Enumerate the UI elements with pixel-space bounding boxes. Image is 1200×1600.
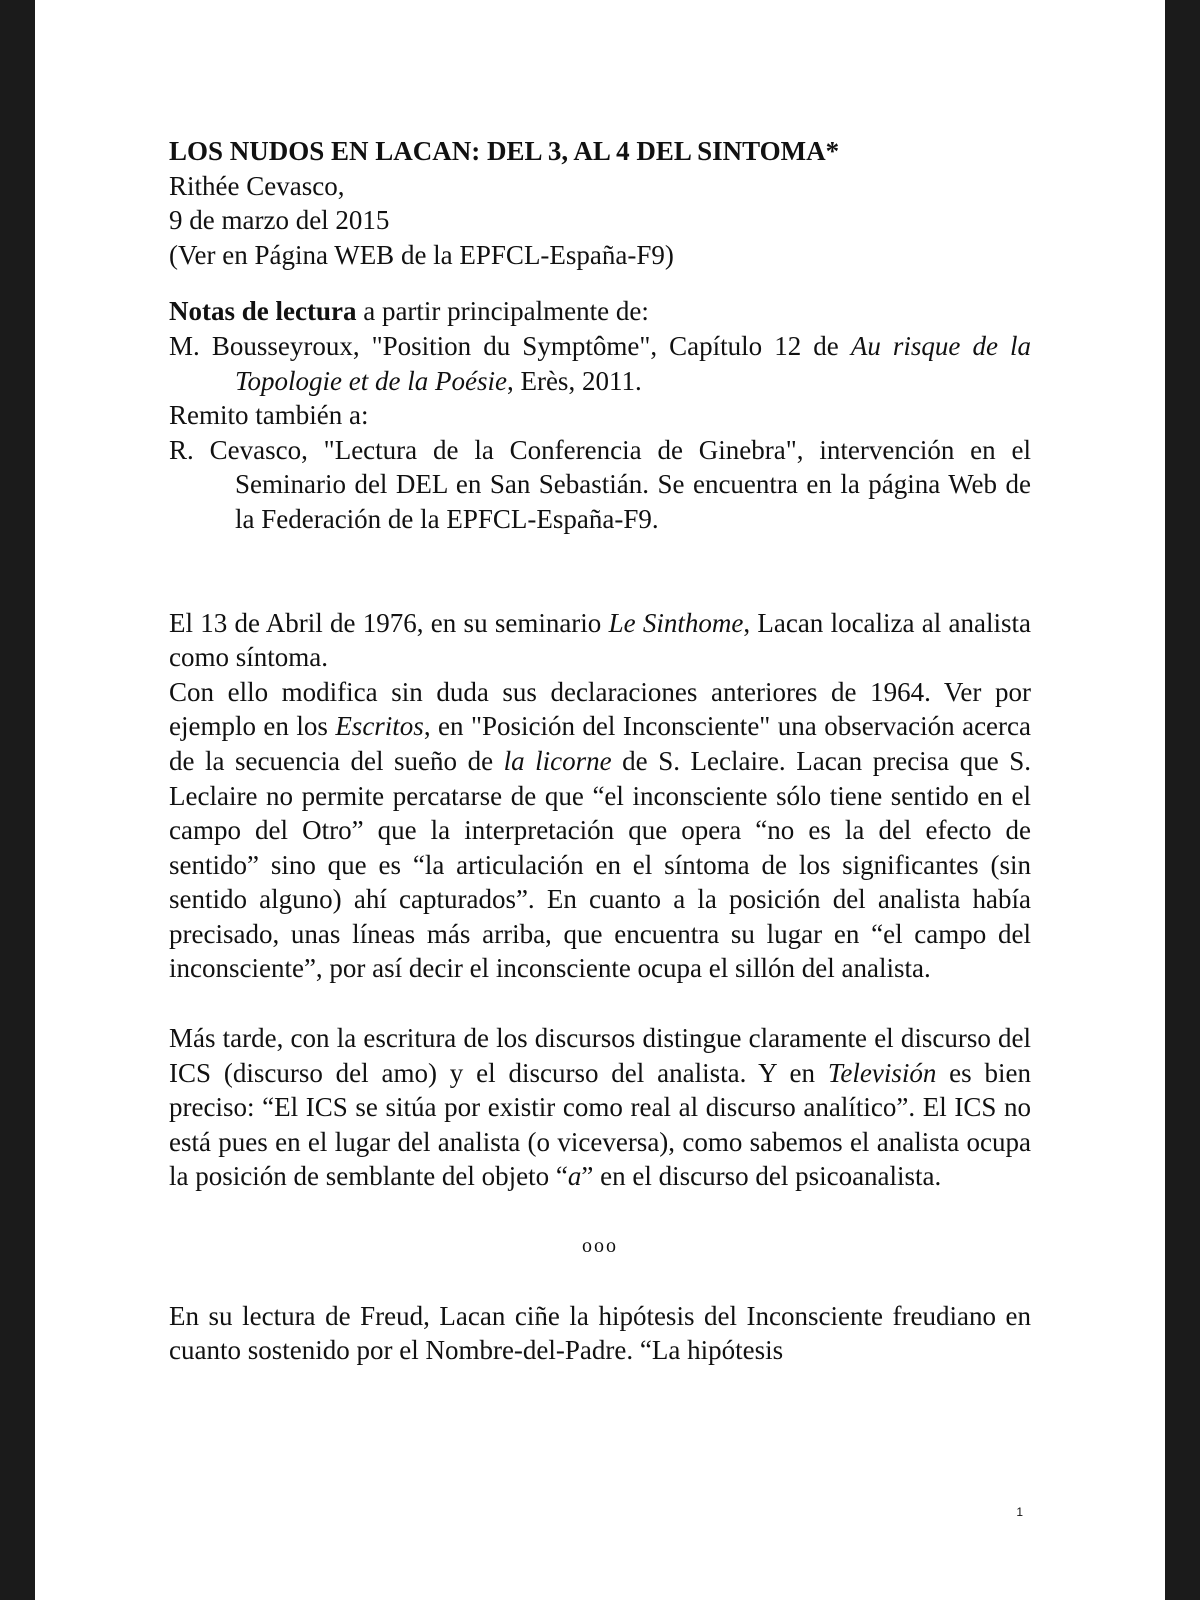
paragraph-2 — [169, 675, 1031, 986]
spacer — [169, 1264, 1031, 1299]
paragraph-3 — [169, 1021, 1031, 1194]
p2-text-c: de S. Leclaire. Lacan precisa que S. Leclaire no permite percatarse de que “el inconsciente sólo tiene sentido en el campo del Otro” que la interpretación que opera “no es la del efecto de sentido” sino que es “la articulación en el síntoma de los significantes (sin sentido alguno) ahí capturados”. En cuanto a la posición del analista había precisado, unas líneas más arriba, que encuentra su lugar en “el campo del inconsciente”, por así decir el inconsciente ocupa el sillón del analista. — [169, 745, 1031, 984]
p3-italic-2: a — [567, 1161, 582, 1192]
p2-text-a: Con ello modifica sin duda sus declaraciones anteriores de 1964. Ver por ejemplo en los — [169, 676, 1031, 742]
p2-italic-2: la licorne — [503, 745, 612, 776]
spacer — [169, 537, 1031, 606]
notes-label-bold: Notas de lectura — [169, 296, 357, 327]
page-number: 1 — [1016, 1505, 1023, 1519]
spacer — [169, 986, 1031, 1021]
p3-italic-1: Televisión — [827, 1057, 937, 1088]
reference-cevasco: R. Cevasco, "Lectura de la Conferencia de Ginebra", intervención en el Seminario del DEL en San Sebastián. Se encuentra en la página Web de la Federación de la EPFCL-España-F9. — [169, 434, 1031, 534]
spacer — [169, 272, 1031, 294]
ref1-text-a: M. Bousseyroux, "Position du Symptôme", Capítulo 12 de — [169, 330, 851, 361]
author-line: Rithée Cevasco, — [169, 170, 345, 201]
p3-text-b: es bien preciso: “El ICS se sitúa por existir como real al discurso analítico”. El ICS no está pues en el lugar del analista (o viceversa), como sabemos el analista ocupa la posición de semblante del objeto “ — [169, 1057, 1031, 1192]
notes-label-rest: a partir principalmente de: — [356, 296, 649, 327]
p1-text-a: El 13 de Abril de 1976, en su seminario — [169, 607, 609, 638]
ref1-text-b: , Erès, 2011. — [506, 365, 642, 396]
document-content — [169, 134, 1031, 1368]
p1-italic: Le Sinthome — [608, 607, 744, 638]
document-page — [35, 0, 1165, 1600]
document-title: LOS NUDOS EN LACAN: DEL 3, AL 4 DEL SINTOMA* — [169, 136, 840, 166]
p2-text-b: , en "Posición del Inconsciente" una observación acerca de la secuencia del sueño de — [169, 711, 1032, 776]
notes-heading — [169, 294, 1031, 329]
ref1-book-title: Au risque de la Topologie et de la Poésie — [235, 330, 1031, 396]
paragraph-1 — [169, 606, 1031, 675]
remit-line: Remito también a: — [169, 400, 369, 431]
p2-italic-1: Escritos — [335, 711, 424, 742]
reference-bousseyroux — [169, 329, 1031, 398]
date-line: 9 de marzo del 2015 — [169, 205, 390, 236]
p3-text-c: ” en el discurso del psicoanalista. — [581, 1161, 942, 1192]
source-line: (Ver en Página WEB de la EPFCL-España-F9) — [169, 239, 674, 270]
p3-text-a: Más tarde, con la escritura de los discursos distingue claramente el discurso del ICS (discurso del amo) y el discurso del analista. Y en — [169, 1023, 1031, 1088]
paragraph-4: En su lectura de Freud, Lacan ciñe la hipótesis del Inconsciente freudiano en cuanto sostenido por el Nombre-del-Padre. “La hipótesis — [169, 1300, 1031, 1366]
section-separator: ooo — [582, 1235, 618, 1258]
spacer — [169, 1194, 1031, 1229]
p1-text-b: , Lacan localiza al analista como síntoma. — [169, 607, 1031, 673]
